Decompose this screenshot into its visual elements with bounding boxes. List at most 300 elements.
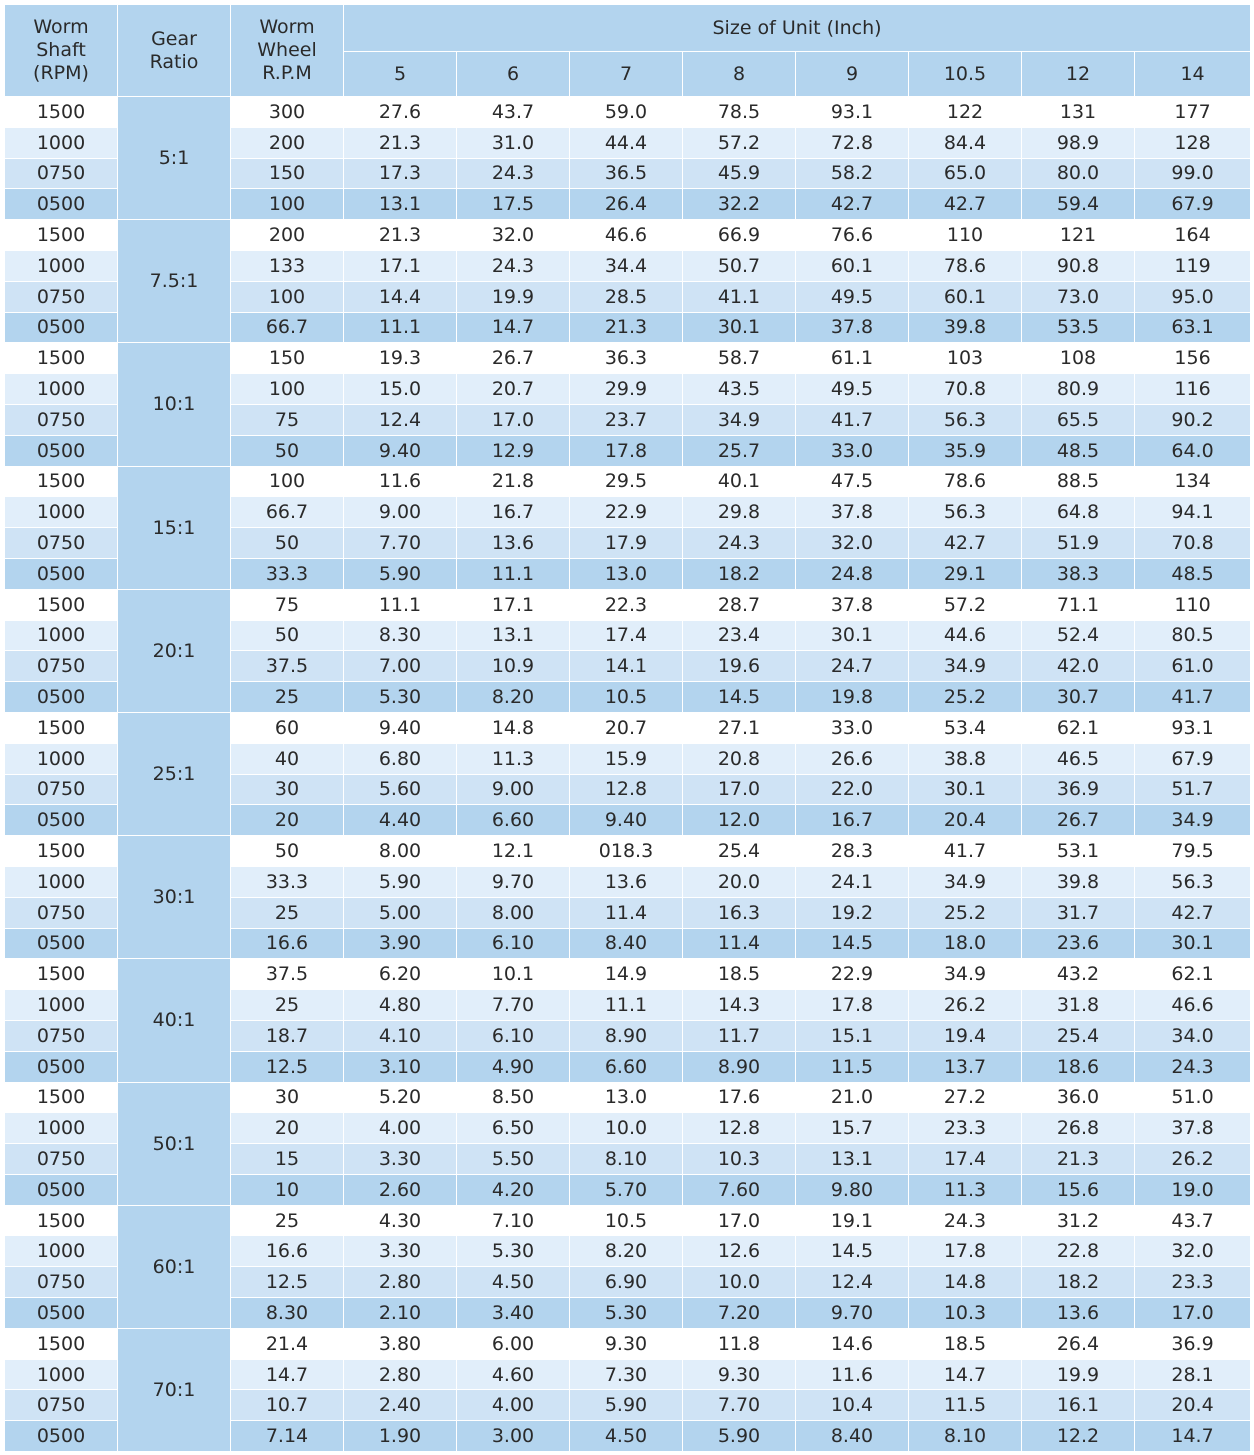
value-cell: 38.3: [1022, 558, 1135, 589]
worm-shaft-cell: 1500: [5, 589, 118, 620]
table-row: [5, 1205, 1251, 1236]
worm-wheel-cell: 14.7: [231, 1359, 344, 1390]
worm-wheel-cell: 100: [231, 374, 344, 405]
value-cell: 13.6: [1022, 1298, 1135, 1329]
worm-shaft-cell: 1000: [5, 866, 118, 897]
value-cell: 42.7: [1135, 897, 1251, 928]
value-cell: 20.7: [570, 712, 683, 743]
value-cell: 7.10: [457, 1205, 570, 1236]
worm-shaft-cell: 0500: [5, 805, 118, 836]
value-cell: 6.60: [457, 805, 570, 836]
value-cell: 65.0: [909, 158, 1022, 189]
value-cell: 9.30: [683, 1359, 796, 1390]
value-cell: 6.80: [344, 743, 457, 774]
value-cell: 13.1: [344, 189, 457, 220]
value-cell: 5.60: [344, 774, 457, 805]
value-cell: 14.3: [683, 990, 796, 1021]
value-cell: 26.7: [457, 343, 570, 374]
value-cell: 52.4: [1022, 620, 1135, 651]
value-cell: 12.2: [1022, 1421, 1135, 1452]
value-cell: 42.0: [1022, 651, 1135, 682]
value-cell: 8.00: [344, 836, 457, 867]
gear-ratio-cell: 40:1: [118, 959, 231, 1082]
value-cell: 93.1: [1135, 712, 1251, 743]
value-cell: 21.3: [344, 220, 457, 251]
value-cell: 131: [1022, 97, 1135, 128]
value-cell: 59.0: [570, 97, 683, 128]
worm-wheel-cell: 8.30: [231, 1298, 344, 1329]
value-cell: 19.2: [796, 897, 909, 928]
value-cell: 22.3: [570, 589, 683, 620]
value-cell: 19.0: [1135, 1174, 1251, 1205]
value-cell: 26.2: [1135, 1144, 1251, 1175]
value-cell: 3.90: [344, 928, 457, 959]
value-cell: 94.1: [1135, 497, 1251, 528]
value-cell: 61.0: [1135, 651, 1251, 682]
value-cell: 48.5: [1135, 558, 1251, 589]
value-cell: 25.4: [683, 836, 796, 867]
value-cell: 11.7: [683, 1020, 796, 1051]
value-cell: 6.10: [457, 928, 570, 959]
value-cell: 56.3: [909, 497, 1022, 528]
value-cell: 93.1: [796, 97, 909, 128]
value-cell: 24.3: [683, 528, 796, 559]
worm-shaft-cell: 1500: [5, 1205, 118, 1236]
size-header-cell: 6: [457, 52, 570, 97]
value-cell: 18.2: [1022, 1267, 1135, 1298]
value-cell: 22.8: [1022, 1236, 1135, 1267]
value-cell: 14.7: [1135, 1421, 1251, 1452]
value-cell: 56.3: [1135, 866, 1251, 897]
table-body: [5, 97, 1251, 1452]
value-cell: 95.0: [1135, 281, 1251, 312]
value-cell: 72.8: [796, 127, 909, 158]
value-cell: 21.0: [796, 1082, 909, 1113]
value-cell: 67.9: [1135, 743, 1251, 774]
value-cell: 7.20: [683, 1298, 796, 1329]
worm-shaft-cell: 1500: [5, 712, 118, 743]
value-cell: 24.3: [909, 1205, 1022, 1236]
value-cell: 25.2: [909, 897, 1022, 928]
gear-ratio-cell: 60:1: [118, 1205, 231, 1328]
gear-ratio-cell: 30:1: [118, 836, 231, 959]
value-cell: 48.5: [1022, 435, 1135, 466]
worm-wheel-cell: 66.7: [231, 312, 344, 343]
value-cell: 4.30: [344, 1205, 457, 1236]
value-cell: 14.7: [457, 312, 570, 343]
value-cell: 99.0: [1135, 158, 1251, 189]
value-cell: 14.5: [683, 682, 796, 713]
value-cell: 80.9: [1022, 374, 1135, 405]
value-cell: 26.4: [570, 189, 683, 220]
worm-shaft-cell: 0750: [5, 158, 118, 189]
value-cell: 19.6: [683, 651, 796, 682]
worm-wheel-cell: 18.7: [231, 1020, 344, 1051]
worm-shaft-cell: 1000: [5, 1113, 118, 1144]
value-cell: 22.0: [796, 774, 909, 805]
value-cell: 8.10: [570, 1144, 683, 1175]
value-cell: 5.90: [683, 1421, 796, 1452]
value-cell: 17.5: [457, 189, 570, 220]
value-cell: 13.6: [457, 528, 570, 559]
worm-wheel-cell: 20: [231, 805, 344, 836]
worm-wheel-header: Worm Wheel R.P.M: [231, 5, 344, 97]
value-cell: 20.4: [1135, 1390, 1251, 1421]
worm-shaft-cell: 1000: [5, 620, 118, 651]
value-cell: 9.70: [457, 866, 570, 897]
value-cell: 84.4: [909, 127, 1022, 158]
value-cell: 57.2: [909, 589, 1022, 620]
value-cell: 36.5: [570, 158, 683, 189]
worm-wheel-cell: 16.6: [231, 1236, 344, 1267]
value-cell: 32.2: [683, 189, 796, 220]
gear-ratio-cell: 70:1: [118, 1328, 231, 1451]
value-cell: 24.7: [796, 651, 909, 682]
value-cell: 20.4: [909, 805, 1022, 836]
value-cell: 18.5: [683, 959, 796, 990]
value-cell: 12.1: [457, 836, 570, 867]
worm-wheel-cell: 150: [231, 343, 344, 374]
value-cell: 5.30: [344, 682, 457, 713]
value-cell: 43.7: [457, 97, 570, 128]
value-cell: 67.9: [1135, 189, 1251, 220]
value-cell: 43.7: [1135, 1205, 1251, 1236]
value-cell: 20.7: [457, 374, 570, 405]
gear-ratio-cell: 15:1: [118, 466, 231, 589]
value-cell: 8.40: [796, 1421, 909, 1452]
value-cell: 64.0: [1135, 435, 1251, 466]
value-cell: 32.0: [1135, 1236, 1251, 1267]
value-cell: 36.0: [1022, 1082, 1135, 1113]
value-cell: 23.7: [570, 404, 683, 435]
value-cell: 3.30: [344, 1236, 457, 1267]
worm-shaft-cell: 0500: [5, 682, 118, 713]
worm-wheel-cell: 12.5: [231, 1267, 344, 1298]
value-cell: 21.8: [457, 466, 570, 497]
value-cell: 34.9: [909, 866, 1022, 897]
value-cell: 018.3: [570, 836, 683, 867]
value-cell: 37.8: [796, 589, 909, 620]
value-cell: 19.4: [909, 1020, 1022, 1051]
worm-wheel-cell: 200: [231, 127, 344, 158]
value-cell: 70.8: [1135, 528, 1251, 559]
worm-wheel-cell: 100: [231, 466, 344, 497]
worm-wheel-cell: 60: [231, 712, 344, 743]
value-cell: 12.6: [683, 1236, 796, 1267]
value-cell: 12.4: [344, 404, 457, 435]
value-cell: 49.5: [796, 374, 909, 405]
value-cell: 3.00: [457, 1421, 570, 1452]
value-cell: 11.6: [796, 1359, 909, 1390]
value-cell: 45.9: [683, 158, 796, 189]
value-cell: 14.5: [796, 928, 909, 959]
value-cell: 60.1: [796, 250, 909, 281]
value-cell: 27.1: [683, 712, 796, 743]
value-cell: 4.00: [344, 1113, 457, 1144]
value-cell: 6.60: [570, 1051, 683, 1082]
value-cell: 5.30: [457, 1236, 570, 1267]
value-cell: 23.4: [683, 620, 796, 651]
worm-shaft-cell: 1000: [5, 374, 118, 405]
value-cell: 7.30: [570, 1359, 683, 1390]
value-cell: 25.2: [909, 682, 1022, 713]
value-cell: 15.1: [796, 1020, 909, 1051]
table-row: [5, 466, 1251, 497]
value-cell: 34.9: [909, 651, 1022, 682]
worm-shaft-cell: 0500: [5, 312, 118, 343]
value-cell: 11.1: [344, 589, 457, 620]
value-cell: 5.30: [570, 1298, 683, 1329]
value-cell: 13.1: [796, 1144, 909, 1175]
value-cell: 51.9: [1022, 528, 1135, 559]
worm-shaft-cell: 1000: [5, 743, 118, 774]
value-cell: 34.0: [1135, 1020, 1251, 1051]
value-cell: 43.2: [1022, 959, 1135, 990]
size-header-cell: 12: [1022, 52, 1135, 97]
value-cell: 29.1: [909, 558, 1022, 589]
value-cell: 25.7: [683, 435, 796, 466]
value-cell: 6.10: [457, 1020, 570, 1051]
value-cell: 122: [909, 97, 1022, 128]
value-cell: 30.1: [796, 620, 909, 651]
value-cell: 15.0: [344, 374, 457, 405]
value-cell: 11.1: [570, 990, 683, 1021]
value-cell: 32.0: [796, 528, 909, 559]
value-cell: 11.6: [344, 466, 457, 497]
value-cell: 31.7: [1022, 897, 1135, 928]
value-cell: 17.1: [457, 589, 570, 620]
value-cell: 30.7: [1022, 682, 1135, 713]
value-cell: 56.3: [909, 404, 1022, 435]
value-cell: 63.1: [1135, 312, 1251, 343]
worm-wheel-cell: 33.3: [231, 558, 344, 589]
value-cell: 9.40: [344, 435, 457, 466]
value-cell: 38.8: [909, 743, 1022, 774]
value-cell: 14.6: [796, 1328, 909, 1359]
value-cell: 24.3: [1135, 1051, 1251, 1082]
value-cell: 10.5: [570, 682, 683, 713]
value-cell: 4.90: [457, 1051, 570, 1082]
value-cell: 24.8: [796, 558, 909, 589]
value-cell: 61.1: [796, 343, 909, 374]
value-cell: 6.90: [570, 1267, 683, 1298]
value-cell: 13.6: [570, 866, 683, 897]
value-cell: 41.7: [909, 836, 1022, 867]
worm-shaft-cell: 0750: [5, 281, 118, 312]
worm-shaft-cell: 1000: [5, 1359, 118, 1390]
value-cell: 23.6: [1022, 928, 1135, 959]
value-cell: 62.1: [1022, 712, 1135, 743]
worm-wheel-cell: 7.14: [231, 1421, 344, 1452]
value-cell: 4.60: [457, 1359, 570, 1390]
value-cell: 53.1: [1022, 836, 1135, 867]
gear-ratio-cell: 20:1: [118, 589, 231, 712]
value-cell: 22.9: [570, 497, 683, 528]
value-cell: 51.0: [1135, 1082, 1251, 1113]
value-cell: 14.5: [796, 1236, 909, 1267]
value-cell: 46.6: [1135, 990, 1251, 1021]
gear-ratio-cell: 10:1: [118, 343, 231, 466]
value-cell: 5.00: [344, 897, 457, 928]
value-cell: 9.40: [570, 805, 683, 836]
value-cell: 71.1: [1022, 589, 1135, 620]
value-cell: 13.0: [570, 1082, 683, 1113]
value-cell: 10.1: [457, 959, 570, 990]
value-cell: 17.6: [683, 1082, 796, 1113]
value-cell: 7.70: [683, 1390, 796, 1421]
value-cell: 10.9: [457, 651, 570, 682]
value-cell: 16.1: [1022, 1390, 1135, 1421]
value-cell: 26.7: [1022, 805, 1135, 836]
worm-wheel-cell: 50: [231, 435, 344, 466]
worm-wheel-cell: 200: [231, 220, 344, 251]
worm-wheel-cell: 50: [231, 620, 344, 651]
value-cell: 8.00: [457, 897, 570, 928]
table-row: [5, 589, 1251, 620]
value-cell: 17.8: [570, 435, 683, 466]
value-cell: 19.8: [796, 682, 909, 713]
value-cell: 28.1: [1135, 1359, 1251, 1390]
value-cell: 34.9: [683, 404, 796, 435]
value-cell: 5.90: [344, 558, 457, 589]
value-cell: 79.5: [1135, 836, 1251, 867]
worm-wheel-cell: 33.3: [231, 866, 344, 897]
value-cell: 34.9: [909, 959, 1022, 990]
value-cell: 3.40: [457, 1298, 570, 1329]
value-cell: 7.00: [344, 651, 457, 682]
value-cell: 18.5: [909, 1328, 1022, 1359]
table-row: [5, 959, 1251, 990]
value-cell: 9.40: [344, 712, 457, 743]
worm-wheel-cell: 20: [231, 1113, 344, 1144]
value-cell: 2.80: [344, 1267, 457, 1298]
value-cell: 8.10: [909, 1421, 1022, 1452]
value-cell: 62.1: [1135, 959, 1251, 990]
value-cell: 6.50: [457, 1113, 570, 1144]
worm-wheel-cell: 100: [231, 281, 344, 312]
value-cell: 8.90: [683, 1051, 796, 1082]
rating-table-container: [4, 4, 1250, 1452]
value-cell: 18.2: [683, 558, 796, 589]
value-cell: 7.70: [457, 990, 570, 1021]
value-cell: 31.0: [457, 127, 570, 158]
worm-wheel-cell: 37.5: [231, 651, 344, 682]
table-row: [5, 712, 1251, 743]
worm-shaft-cell: 0750: [5, 1020, 118, 1051]
value-cell: 80.5: [1135, 620, 1251, 651]
value-cell: 17.9: [570, 528, 683, 559]
value-cell: 30.1: [1135, 928, 1251, 959]
value-cell: 64.8: [1022, 497, 1135, 528]
value-cell: 19.1: [796, 1205, 909, 1236]
worm-shaft-cell: 1000: [5, 990, 118, 1021]
value-cell: 110: [1135, 589, 1251, 620]
value-cell: 13.1: [457, 620, 570, 651]
value-cell: 66.9: [683, 220, 796, 251]
value-cell: 20.8: [683, 743, 796, 774]
value-cell: 15.7: [796, 1113, 909, 1144]
worm-shaft-cell: 1500: [5, 220, 118, 251]
value-cell: 39.8: [909, 312, 1022, 343]
value-cell: 16.7: [796, 805, 909, 836]
value-cell: 41.7: [796, 404, 909, 435]
worm-shaft-cell: 0500: [5, 1421, 118, 1452]
value-cell: 36.9: [1135, 1328, 1251, 1359]
value-cell: 37.8: [1135, 1113, 1251, 1144]
value-cell: 17.4: [909, 1144, 1022, 1175]
value-cell: 98.9: [1022, 127, 1135, 158]
worm-shaft-cell: 0750: [5, 774, 118, 805]
size-header-cell: 10.5: [909, 52, 1022, 97]
value-cell: 8.90: [570, 1020, 683, 1051]
value-cell: 5.50: [457, 1144, 570, 1175]
table-row: [5, 836, 1251, 867]
value-cell: 30.1: [683, 312, 796, 343]
worm-shaft-cell: 0750: [5, 528, 118, 559]
value-cell: 33.0: [796, 712, 909, 743]
value-cell: 2.40: [344, 1390, 457, 1421]
value-cell: 16.7: [457, 497, 570, 528]
worm-shaft-cell: 0750: [5, 1144, 118, 1175]
value-cell: 31.2: [1022, 1205, 1135, 1236]
table-row: [5, 97, 1251, 128]
value-cell: 57.2: [683, 127, 796, 158]
worm-shaft-cell: 1000: [5, 497, 118, 528]
value-cell: 73.0: [1022, 281, 1135, 312]
value-cell: 11.5: [796, 1051, 909, 1082]
table-row: [5, 220, 1251, 251]
worm-wheel-cell: 50: [231, 528, 344, 559]
value-cell: 42.7: [909, 189, 1022, 220]
value-cell: 177: [1135, 97, 1251, 128]
worm-shaft-cell: 0500: [5, 435, 118, 466]
value-cell: 11.8: [683, 1328, 796, 1359]
value-cell: 28.7: [683, 589, 796, 620]
value-cell: 10.4: [796, 1390, 909, 1421]
value-cell: 24.3: [457, 250, 570, 281]
worm-wheel-cell: 100: [231, 189, 344, 220]
worm-shaft-cell: 0750: [5, 404, 118, 435]
worm-shaft-cell: 0500: [5, 1051, 118, 1082]
value-cell: 17.8: [796, 990, 909, 1021]
value-cell: 17.0: [683, 774, 796, 805]
value-cell: 10.3: [909, 1298, 1022, 1329]
value-cell: 2.10: [344, 1298, 457, 1329]
value-cell: 11.1: [457, 558, 570, 589]
table-header: [5, 5, 1251, 97]
value-cell: 8.20: [570, 1236, 683, 1267]
value-cell: 4.50: [570, 1421, 683, 1452]
value-cell: 13.0: [570, 558, 683, 589]
size-header-cell: 7: [570, 52, 683, 97]
table-row: [5, 343, 1251, 374]
value-cell: 39.8: [1022, 866, 1135, 897]
value-cell: 19.9: [1022, 1359, 1135, 1390]
value-cell: 40.1: [683, 466, 796, 497]
gear-ratio-header: Gear Ratio: [118, 5, 231, 97]
value-cell: 11.1: [344, 312, 457, 343]
worm-shaft-cell: 0500: [5, 928, 118, 959]
value-cell: 30.1: [909, 774, 1022, 805]
worm-wheel-cell: 66.7: [231, 497, 344, 528]
value-cell: 34.4: [570, 250, 683, 281]
value-cell: 5.20: [344, 1082, 457, 1113]
value-cell: 4.20: [457, 1174, 570, 1205]
value-cell: 12.8: [570, 774, 683, 805]
value-cell: 9.70: [796, 1298, 909, 1329]
value-cell: 21.3: [1022, 1144, 1135, 1175]
value-cell: 17.0: [457, 404, 570, 435]
